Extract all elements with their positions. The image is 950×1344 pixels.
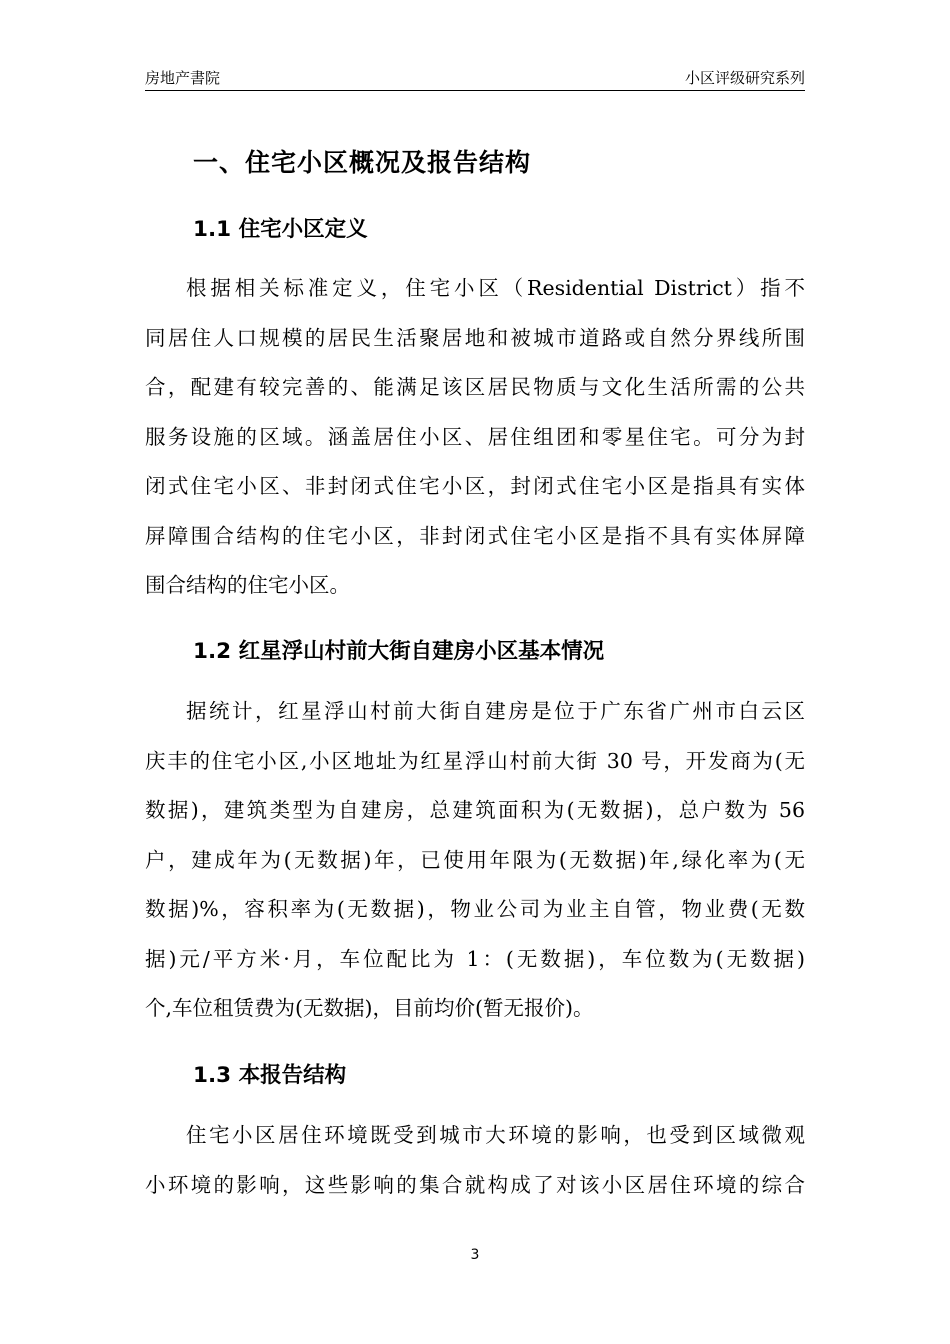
header-series: 小区评级研究系列 [684, 69, 805, 87]
paragraph-line: 数据)，建筑类型为自建房，总建筑面积为(无数据)，总户数为 56 [145, 798, 805, 822]
paragraph-line: 围合结构的住宅小区。 [145, 573, 350, 597]
paragraph-line: 同居住人口规模的居民生活聚居地和被城市道路或自然分界线所围 [145, 325, 805, 350]
page-header [145, 66, 805, 91]
page-number: 3 [470, 1247, 480, 1263]
paragraph-line: 户，建成年为(无数据)年，已使用年限为(无数据)年,绿化率为(无 [145, 847, 805, 872]
section-paragraph-1-3 [145, 1111, 805, 1210]
paragraph-line: 据统计，红星浮山村前大街自建房是位于广东省广州市白云区 [186, 699, 805, 723]
section-heading-1-1: 1.1 住宅小区定义 [193, 217, 368, 242]
paragraph-line: 根据相关标准定义，住宅小区（Residential District）指不 [186, 276, 805, 300]
section-heading-1-3: 1.3 本报告结构 [193, 1063, 347, 1088]
paragraph-line: 服务设施的区域。涵盖居住小区、居住组团和零星住宅。可分为封 [145, 424, 805, 449]
paragraph-line: 闭式住宅小区、非封闭式住宅小区，封闭式住宅小区是指具有实体 [145, 474, 805, 498]
paragraph-line: 庆丰的住宅小区,小区地址为红星浮山村前大街 30 号，开发商为(无 [145, 748, 805, 773]
paragraph-line: 个,车位租赁费为(无数据)，目前均价(暂无报价)。 [145, 996, 594, 1020]
chapter-title: 一、住宅小区概况及报告结构 [193, 148, 532, 177]
paragraph-line: 住宅小区居住环境既受到城市大环境的影响，也受到区域微观 [186, 1123, 805, 1147]
section-paragraph-1-1 [145, 264, 805, 611]
paragraph-line: 据)元/平方米·月，车位配比为 1：(无数据)，车位数为(无数据) [145, 946, 805, 971]
paragraph-line: 合，配建有较完善的、能满足该区居民物质与文化生活所需的公共 [145, 375, 805, 399]
section-heading-1-2: 1.2 红星浮山村前大街自建房小区基本情况 [193, 639, 605, 664]
paragraph-line: 小环境的影响，这些影响的集合就构成了对该小区居住环境的综合 [145, 1172, 805, 1197]
paragraph-line: 屏障围合结构的住宅小区，非封闭式住宅小区是指不具有实体屏障 [145, 523, 805, 548]
section-paragraph-1-2 [145, 687, 805, 1034]
paragraph-line: 数据)%，容积率为(无数据)，物业公司为业主自管，物业费(无数 [145, 897, 805, 921]
header-publisher: 房地产書院 [145, 69, 221, 87]
